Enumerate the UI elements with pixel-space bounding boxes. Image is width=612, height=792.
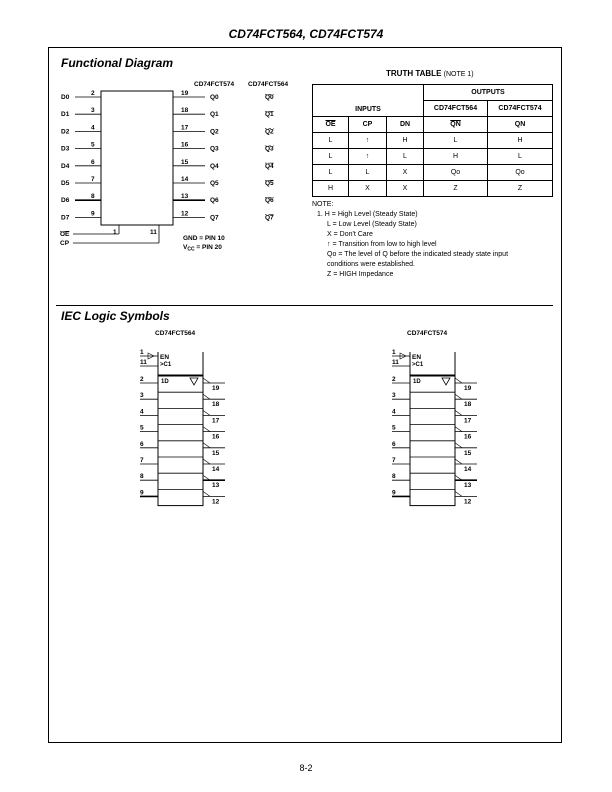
iec-input-pin-number: 5 [392, 424, 396, 432]
table-cell: Qo [424, 165, 488, 181]
table-cell: L [488, 149, 553, 165]
iec-output-pin-number: 18 [212, 401, 220, 409]
output-label-q4: Q4 [210, 162, 219, 170]
iec-output-pin-number: 17 [464, 417, 472, 425]
iec-output-pin-number: 12 [212, 498, 220, 506]
iec-output-pin-number: 12 [464, 498, 472, 506]
iec-input-pin-number: 5 [140, 424, 144, 432]
output-label-q7: Q7 [210, 214, 219, 222]
truth-table-notes [312, 200, 508, 280]
iec-output-inverter-mark [455, 459, 462, 464]
note-line: ↑ = Transition from low to high level [327, 241, 437, 248]
clk-pin-number: 11 [140, 359, 147, 366]
input-pin-number: 7 [91, 176, 95, 183]
c1-label: >C1 [412, 362, 424, 368]
table-cell: H [313, 181, 349, 197]
part-label-574: CD74FCT574 [194, 81, 235, 88]
table-cell: L [313, 149, 349, 165]
register-block [101, 91, 173, 225]
output-bar-label-q3: Q3 [265, 145, 274, 153]
truth-table-caption-text: TRUTH TABLE [386, 69, 442, 78]
output-pin-number: 16 [181, 141, 189, 149]
output-bar-label-q0: Q0 [265, 94, 274, 101]
iec-input-pin-number: 9 [140, 489, 144, 497]
en-pin-number: 1 [140, 349, 144, 356]
output-bar-label-q1: Q1 [265, 111, 274, 119]
table-cell: Z [424, 181, 488, 197]
truth-table-caption [386, 69, 474, 78]
iec-output-inverter-mark [455, 443, 462, 448]
iec-output-pin-number: 15 [464, 449, 472, 457]
iec-input-pin-number: 7 [140, 457, 144, 464]
input-label-d3: D3 [61, 145, 70, 153]
column-header-oe: $\overline{OE}$ [313, 117, 349, 133]
vcc-note [183, 244, 222, 253]
oe-label: OE [60, 231, 70, 238]
en-label: EN [160, 354, 170, 361]
vcc-suffix: = PIN 20 [194, 244, 222, 251]
table-cell: L [313, 133, 349, 149]
table-cell: H [488, 133, 553, 149]
input-pin-number: 6 [91, 158, 95, 166]
input-label-d7: D7 [61, 214, 70, 222]
cp-pin-number: 11 [150, 229, 157, 236]
iec-output-inverter-mark [203, 378, 210, 383]
iec-output-inverter-mark [203, 410, 210, 415]
output-bar-label-q4: Q4 [265, 162, 274, 170]
output-bar-label-q5: Q5 [265, 180, 274, 187]
iec-output-inverter-mark [455, 491, 462, 496]
oe-pin-number: 1 [113, 229, 117, 236]
table-row [313, 149, 553, 165]
inputs-header: INPUTS [313, 85, 424, 117]
input-label-d1: D1 [61, 111, 70, 119]
table-cell: L [349, 165, 387, 181]
table-cell: ↑ [349, 149, 387, 165]
truth-table-note-ref: (NOTE 1) [443, 71, 474, 78]
output-pin-number: 18 [181, 107, 189, 115]
iec-logic-symbols-title: IEC Logic Symbols [61, 309, 170, 323]
output-pin-number: 17 [181, 124, 189, 132]
output-label-q3: Q3 [210, 145, 219, 153]
input-label-d5: D5 [61, 180, 70, 187]
output-bar-label-q6: Q6 [265, 197, 274, 205]
clk-pin-number: 11 [392, 359, 399, 366]
output-pin-number: 19 [181, 90, 189, 97]
table-row [313, 165, 553, 181]
iec-input-pin-number: 3 [140, 392, 144, 400]
iec-output-inverter-mark [203, 394, 210, 399]
note-line: Qo = The level of Q before the indicated steady state input [327, 251, 509, 258]
iec-output-pin-number: 16 [464, 433, 472, 441]
table-cell: X [387, 181, 424, 197]
d-label: 1D [161, 379, 169, 385]
output-pin-number: 13 [181, 193, 189, 201]
iec-input-pin-number: 7 [392, 457, 396, 464]
input-label-d0: D0 [61, 94, 70, 101]
input-pin-number: 5 [91, 141, 95, 149]
iec-input-pin-number: 2 [140, 376, 144, 383]
truth-table [312, 84, 553, 197]
vcc-subscript: CC [187, 246, 195, 253]
iec-part-label: CD74FCT564 [155, 330, 196, 337]
table-cell: H [424, 149, 488, 165]
iec-input-pin-number: 9 [392, 489, 396, 497]
iec-input-pin-number: 4 [392, 408, 396, 416]
iec-output-pin-number: 18 [464, 401, 472, 409]
cp-label: CP [60, 240, 70, 247]
c1-label: >C1 [160, 362, 172, 368]
column-header-cp: CP [349, 117, 387, 133]
output-label-q6: Q6 [210, 197, 219, 205]
column-header-qn: QN [488, 117, 553, 133]
iec-output-inverter-mark [203, 427, 210, 432]
iec-output-inverter-mark [455, 410, 462, 415]
input-pin-number: 3 [91, 107, 95, 115]
iec-input-pin-number: 2 [392, 376, 396, 383]
output-pin-number: 15 [181, 158, 189, 166]
output-label-q1: Q1 [210, 111, 219, 119]
iec-input-pin-number: 8 [140, 473, 144, 481]
three-state-triangle-icon [442, 378, 450, 385]
iec-output-pin-number: 14 [212, 466, 220, 473]
functional-diagram [55, 76, 305, 256]
iec-output-pin-number: 14 [464, 466, 472, 473]
table-cell: ↑ [349, 133, 387, 149]
page-title: CD74FCT564, CD74FCT574 [228, 27, 384, 41]
d-label: 1D [413, 379, 421, 385]
iec-input-pin-number: 4 [140, 408, 144, 416]
part-574-header: CD74FCT574 [488, 101, 553, 117]
output-label-q5: Q5 [210, 180, 219, 187]
section-divider [56, 305, 553, 306]
en-pin-number: 1 [392, 349, 396, 356]
output-bar-label-q7: Q7 [265, 214, 274, 222]
note-line: 1. H = High Level (Steady State) [317, 211, 418, 218]
input-pin-number: 2 [91, 90, 95, 97]
note-line: L = Low Level (Steady State) [327, 221, 417, 228]
part-label-564: CD74FCT564 [248, 81, 289, 88]
output-bar-label-q2: Q2 [265, 128, 274, 136]
table-row [313, 181, 553, 197]
part-564-header: CD74FCT564 [424, 101, 488, 117]
notes-heading: NOTE: [312, 201, 334, 208]
three-state-triangle-icon [190, 378, 198, 385]
iec-output-inverter-mark [455, 394, 462, 399]
gnd-note: GND = PIN 10 [183, 235, 225, 242]
iec-input-pin-number: 3 [392, 392, 396, 400]
table-row [313, 133, 553, 149]
iec-input-pin-number: 8 [392, 473, 396, 481]
iec-output-inverter-mark [203, 443, 210, 448]
iec-output-pin-number: 17 [212, 417, 220, 425]
iec-input-pin-number: 6 [140, 440, 144, 448]
output-label-q0: Q0 [210, 94, 219, 101]
iec-output-pin-number: 19 [212, 385, 220, 392]
functional-diagram-title: Functional Diagram [61, 56, 174, 70]
iec-output-inverter-mark [455, 378, 462, 383]
table-cell: L [313, 165, 349, 181]
input-label-d2: D2 [61, 128, 70, 136]
en-label: EN [412, 354, 422, 361]
note-line: Z = HIGH Impedance [327, 271, 394, 278]
output-label-q2: Q2 [210, 128, 219, 136]
table-cell: L [424, 133, 488, 149]
vcc-prefix: V [183, 244, 188, 251]
table-cell: X [387, 165, 424, 181]
input-label-d4: D4 [61, 162, 70, 170]
iec-part-label: CD74FCT574 [407, 330, 448, 337]
iec-output-pin-number: 15 [212, 449, 220, 457]
output-pin-number: 14 [181, 176, 189, 183]
table-cell: X [349, 181, 387, 197]
table-cell: Z [488, 181, 553, 197]
output-pin-number: 12 [181, 210, 189, 218]
input-pin-number: 9 [91, 210, 95, 218]
iec-symbol-cd74fct564 [130, 325, 240, 510]
input-pin-number: 8 [91, 193, 95, 201]
iec-output-inverter-mark [203, 459, 210, 464]
iec-output-inverter-mark [455, 427, 462, 432]
iec-output-inverter-mark [203, 491, 210, 496]
outputs-header: OUTPUTS [424, 85, 553, 101]
input-label-d6: D6 [61, 197, 70, 205]
iec-output-pin-number: 19 [464, 385, 472, 392]
iec-output-pin-number: 13 [464, 482, 472, 490]
page-number: 8-2 [299, 763, 313, 773]
iec-input-pin-number: 6 [392, 440, 396, 448]
iec-output-pin-number: 16 [212, 433, 220, 441]
input-pin-number: 4 [91, 124, 95, 132]
iec-output-pin-number: 13 [212, 482, 220, 490]
note-line: conditions were established. [327, 261, 415, 268]
note-line: X = Don't Care [327, 231, 373, 238]
column-header-dn: DN [387, 117, 424, 133]
table-cell: L [387, 149, 424, 165]
table-cell: Qo [488, 165, 553, 181]
column-header-qn-bar: $\overline{QN}$ [424, 117, 488, 133]
iec-symbol-cd74fct574 [382, 325, 492, 510]
table-cell: H [387, 133, 424, 149]
